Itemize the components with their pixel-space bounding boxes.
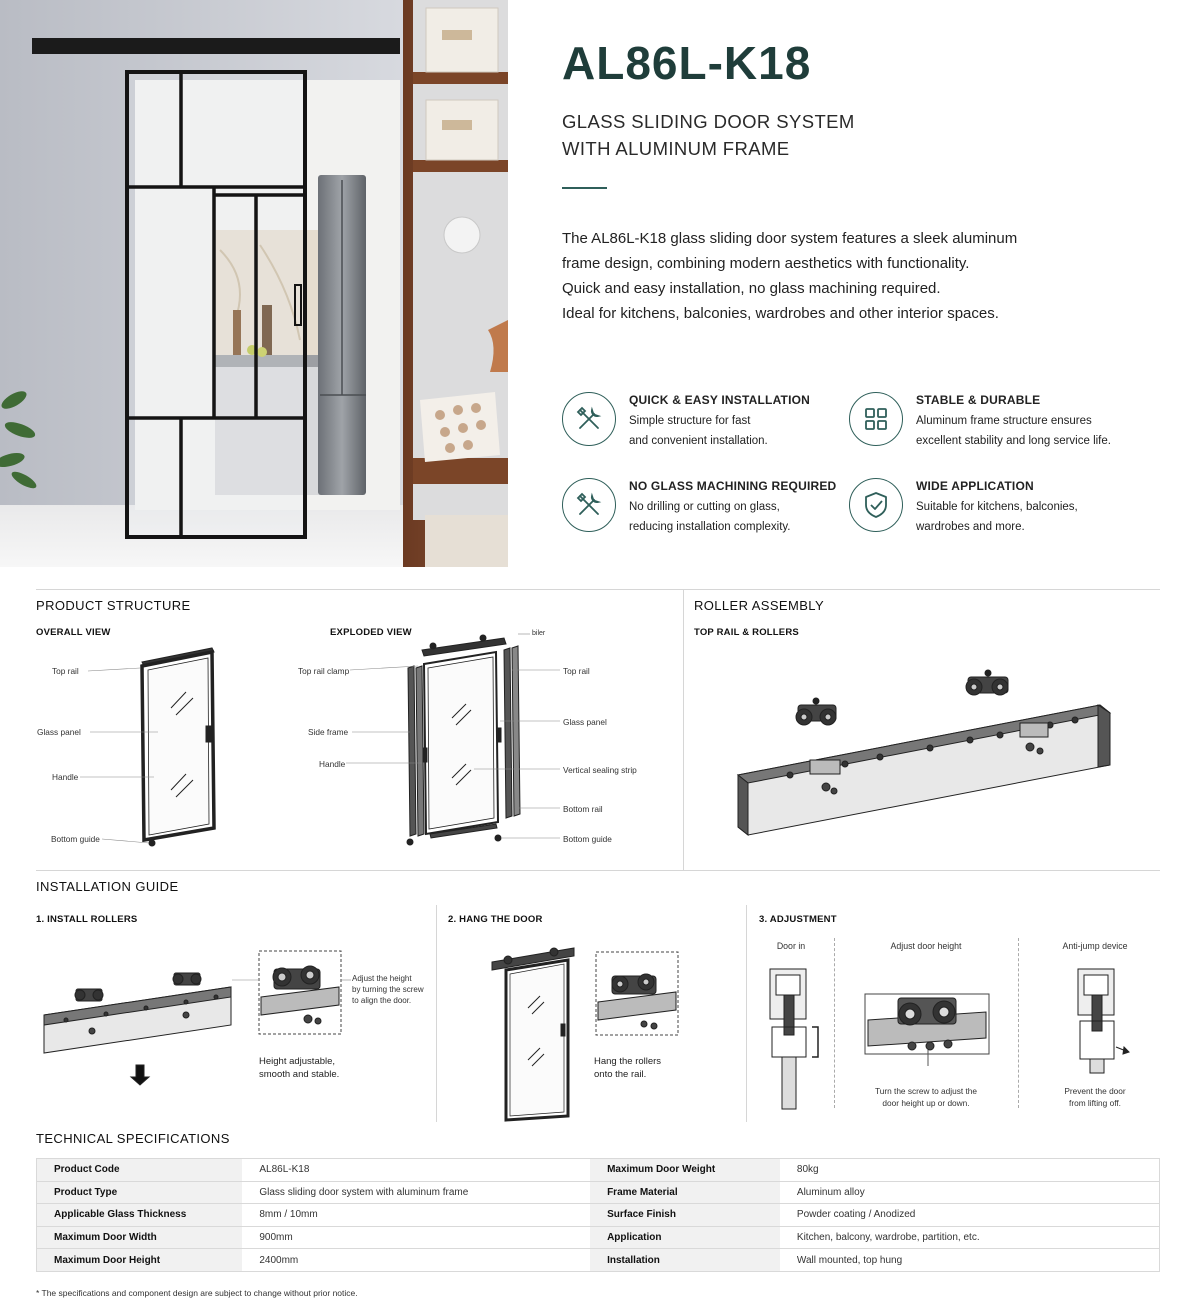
spec-value: Aluminum alloy <box>780 1181 1160 1204</box>
exploded-label-sealing-strip: Vertical sealing strip <box>563 765 637 775</box>
product-description <box>562 226 1122 326</box>
spec-value: Kitchen, balcony, wardrobe, partition, etc. <box>780 1226 1160 1249</box>
spec-value: Powder coating / Anodized <box>780 1204 1160 1227</box>
column-divider <box>683 590 684 870</box>
spec-key: Frame Material <box>590 1181 780 1204</box>
hero-photo <box>0 0 508 567</box>
feature-line: Aluminum frame structure ensures <box>916 415 1092 427</box>
spec-key: Maximum Door Width <box>37 1226 243 1249</box>
exploded-label-bottom-rail: Bottom rail <box>563 804 603 814</box>
feature-title: STABLE & DURABLE <box>916 393 1041 407</box>
anti-jump-note <box>1050 1085 1140 1109</box>
note-line: onto the rail. <box>594 1069 647 1080</box>
feature-description <box>629 412 768 451</box>
exploded-label-glass-panel: Glass panel <box>563 717 607 727</box>
spec-key: Product Code <box>37 1159 243 1182</box>
adjust-height-drawing <box>862 990 992 1070</box>
feature-description <box>916 498 1078 537</box>
adjust-panel-anti-jump-title <box>1050 941 1140 951</box>
subtitle-line: GLASS SLIDING DOOR SYSTEM <box>562 111 855 132</box>
feature-line: No drilling or cutting on glass, <box>629 501 780 513</box>
table-row <box>37 1181 1160 1204</box>
exploded-label-handle: Handle <box>319 759 346 769</box>
section-divider <box>36 589 1160 590</box>
spec-value: 2400mm <box>242 1249 590 1272</box>
step2-drawing <box>488 930 688 1125</box>
spec-table <box>36 1158 1160 1272</box>
step2-note <box>594 1055 661 1081</box>
column-divider <box>436 905 437 1122</box>
table-row <box>37 1204 1160 1227</box>
feature-title: NO GLASS MACHINING REQUIRED <box>629 479 837 493</box>
feature-no-glass-machining <box>562 478 862 538</box>
exploded-label-top-tag: biler <box>532 630 546 637</box>
note-line: Height adjustable, <box>259 1056 336 1067</box>
feature-stable-durable <box>849 392 1149 452</box>
callout-line: Adjust the height <box>352 974 412 983</box>
note-line: Prevent the door <box>1064 1086 1126 1096</box>
note-line: from lifting off. <box>1069 1098 1121 1108</box>
exploded-label-side-frame: Side frame <box>308 727 349 737</box>
spec-value: Glass sliding door system with aluminum frame <box>242 1181 590 1204</box>
feature-quick-installation <box>562 392 862 452</box>
feature-description <box>916 412 1111 451</box>
title-divider <box>562 187 607 189</box>
overall-label-handle: Handle <box>52 772 79 782</box>
spec-value: 900mm <box>242 1226 590 1249</box>
step1-callout <box>352 973 424 1006</box>
overall-label-bottom-guide: Bottom guide <box>51 834 100 844</box>
column-divider <box>746 905 747 1122</box>
spec-key: Surface Finish <box>590 1204 780 1227</box>
adjust-height-note <box>850 1085 1002 1109</box>
roller-assembly-subtitle: TOP RAIL & ROLLERS <box>694 627 799 638</box>
section-divider <box>36 870 1160 871</box>
step2-title: 2. HANG THE DOOR <box>448 914 543 925</box>
table-row <box>37 1159 1160 1182</box>
product-structure-title: PRODUCT STRUCTURE <box>36 598 191 613</box>
spec-value: Wall mounted, top hung <box>780 1249 1160 1272</box>
exploded-view-drawing <box>290 628 590 853</box>
note-line: smooth and stable. <box>259 1069 340 1080</box>
step1-title: 1. INSTALL ROLLERS <box>36 914 138 925</box>
panel-divider <box>834 938 835 1108</box>
spec-value: AL86L-K18 <box>242 1159 590 1182</box>
step1-drawing <box>36 945 426 1090</box>
product-title: AL86L-K18 <box>562 37 812 89</box>
feature-title: QUICK & EASY INSTALLATION <box>629 393 811 407</box>
feature-line: excellent stability and long service life. <box>916 434 1111 447</box>
installation-guide-title: INSTALLATION GUIDE <box>36 879 179 894</box>
step3-title: 3. ADJUSTMENT <box>759 914 837 925</box>
spec-key: Product Type <box>37 1181 243 1204</box>
roller-assembly-drawing <box>730 665 1120 845</box>
spec-key: Maximum Door Weight <box>590 1159 780 1182</box>
note-line: Hang the rollers <box>594 1056 662 1067</box>
feature-line: reducing installation complexity. <box>629 520 791 533</box>
grid-icon <box>849 392 903 446</box>
subtitle-line: WITH ALUMINUM FRAME <box>562 138 790 159</box>
exploded-label-bottom-guide: Bottom guide <box>563 834 612 844</box>
feature-line: Suitable for kitchens, balconies, <box>916 501 1078 513</box>
adjust-panel-height-title <box>850 941 1002 951</box>
panel-title: Door in <box>776 941 806 951</box>
exploded-label-top-rail-clamp: Top rail clamp <box>298 666 350 676</box>
table-row <box>37 1226 1160 1249</box>
overall-label-top-rail: Top rail <box>52 666 79 676</box>
anti-jump-drawing <box>1072 965 1142 1085</box>
panel-title: Adjust door height <box>890 941 962 951</box>
footnote: * The specifications and component design are subject to change without prior notice. <box>36 1288 358 1298</box>
callout-line: by turning the screw <box>352 985 424 994</box>
roller-assembly-title: ROLLER ASSEMBLY <box>694 598 825 613</box>
feature-line: Simple structure for fast <box>629 415 751 427</box>
panel-divider <box>1018 938 1019 1108</box>
adjust-panel-door-in-title <box>759 941 823 951</box>
exploded-label-top-rail: Top rail <box>563 666 590 676</box>
description-line: Ideal for kitchens, balconies, wardrobes and other interior spaces. <box>562 305 999 322</box>
overall-view-title: OVERALL VIEW <box>36 627 111 638</box>
overall-label-glass-panel: Glass panel <box>37 727 81 737</box>
feature-description <box>629 498 791 537</box>
door-in-drawing <box>764 965 834 1115</box>
callout-line: to align the door. <box>352 996 412 1005</box>
description-line: Quick and easy installation, no glass machining required. <box>562 280 941 297</box>
table-row <box>37 1249 1160 1272</box>
spec-value: 8mm / 10mm <box>242 1204 590 1227</box>
exploded-view-title: EXPLODED VIEW <box>330 627 412 638</box>
description-line: The AL86L-K18 glass sliding door system features a sleek aluminum <box>562 230 1018 247</box>
spec-key: Applicable Glass Thickness <box>37 1204 243 1227</box>
note-line: Turn the screw to adjust the <box>874 1086 978 1096</box>
note-line: door height up or down. <box>882 1098 970 1108</box>
tools-icon <box>562 392 616 446</box>
feature-line: and convenient installation. <box>629 434 768 447</box>
feature-title: WIDE APPLICATION <box>916 479 1034 493</box>
tech-specs-title: TECHNICAL SPECIFICATIONS <box>36 1131 230 1146</box>
product-subtitle <box>562 108 855 162</box>
feature-line: wardrobes and more. <box>916 520 1025 533</box>
tools-icon <box>562 478 616 532</box>
spec-value: 80kg <box>780 1159 1160 1182</box>
spec-key: Installation <box>590 1249 780 1272</box>
spec-key: Application <box>590 1226 780 1249</box>
panel-title: Anti-jump device <box>1062 941 1128 951</box>
description-line: frame design, combining modern aesthetics with functionality. <box>562 255 970 272</box>
shield-check-icon <box>849 478 903 532</box>
spec-key: Maximum Door Height <box>37 1249 243 1272</box>
step1-note <box>259 1055 339 1081</box>
feature-wide-application <box>849 478 1149 538</box>
